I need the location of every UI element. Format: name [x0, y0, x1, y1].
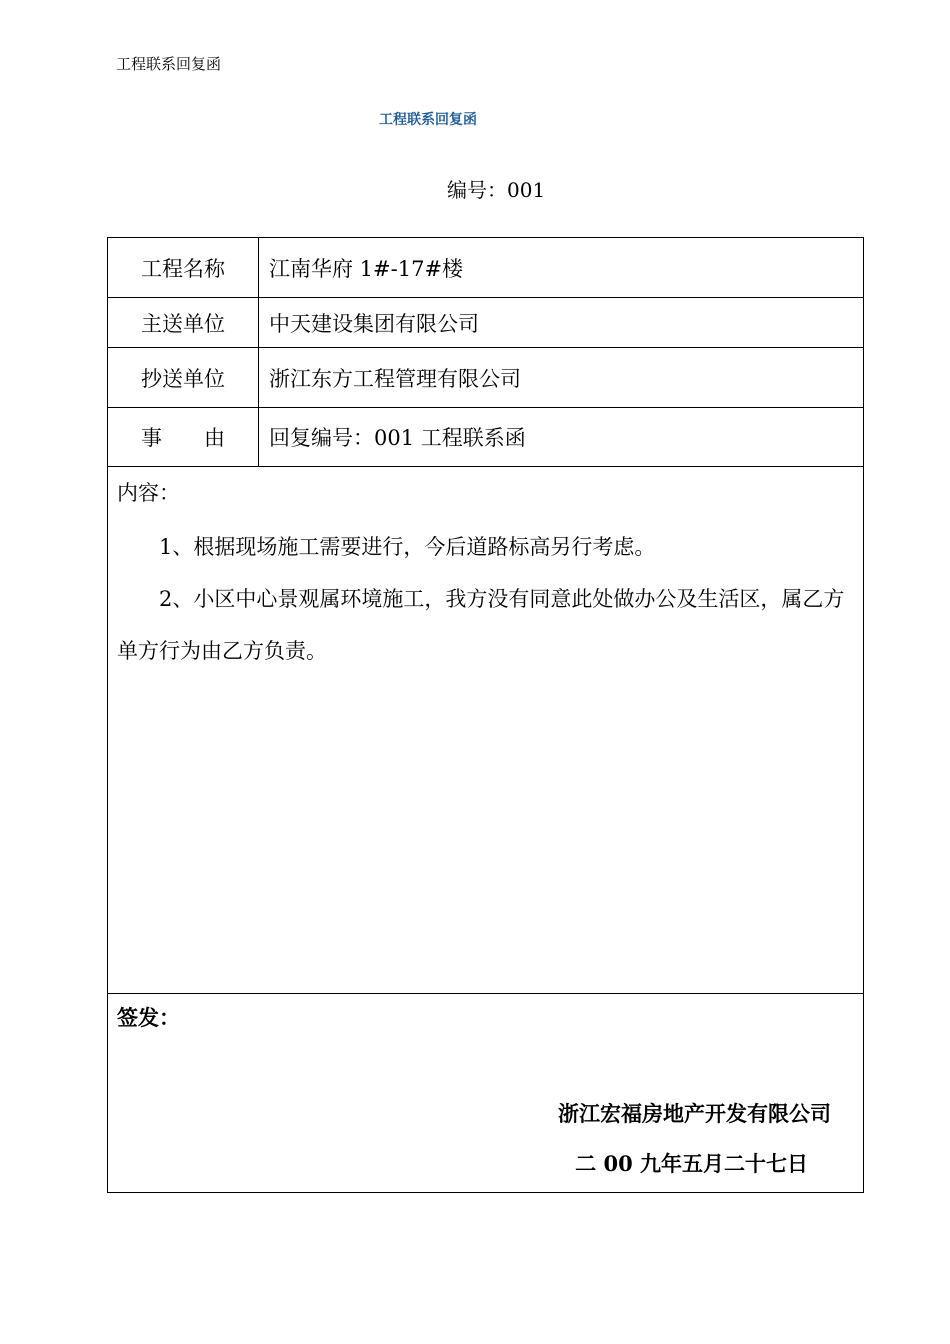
- document-title: 工程联系回复函: [379, 112, 477, 128]
- subject-value: 回复编号：001 工程联系函: [269, 426, 526, 450]
- recipient-value: 中天建设集团有限公司: [269, 311, 479, 336]
- cc-value: 浙江东方工程管理有限公司: [269, 366, 521, 391]
- content-body: [117, 521, 857, 677]
- form-row-recipient: [108, 298, 863, 348]
- issuing-company: 浙江宏福房地产开发有限公司: [558, 1101, 831, 1126]
- subject-label: 事 由: [108, 408, 259, 466]
- project-name-label: 工程名称: [108, 238, 259, 297]
- document-number: 编号：001: [447, 178, 546, 202]
- form-row-subject: [108, 408, 863, 467]
- form-row-cc: [108, 348, 863, 408]
- content-section: [108, 467, 863, 994]
- project-name-value: 江南华府 1#-17#楼: [269, 256, 464, 281]
- form-table: [107, 237, 864, 1193]
- cc-label: 抄送单位: [108, 348, 259, 407]
- signature-label: 签发：: [117, 1005, 180, 1030]
- content-paragraph: 1、根据现场施工需要进行，今后道路标高另行考虑。: [159, 535, 656, 559]
- running-header: 工程联系回复函: [116, 55, 222, 73]
- content-label: 内容：: [117, 481, 180, 505]
- recipient-label: 主送单位: [108, 298, 259, 347]
- signature-section: [108, 994, 863, 1192]
- issue-date: 二 00 九年五月二十七日: [575, 1151, 808, 1176]
- form-row-project-name: [108, 238, 863, 298]
- content-paragraph: 2、小区中心景观属环境施工，我方没有同意此处做办公及生活区，属乙方单方行为由乙方负责。: [117, 587, 845, 663]
